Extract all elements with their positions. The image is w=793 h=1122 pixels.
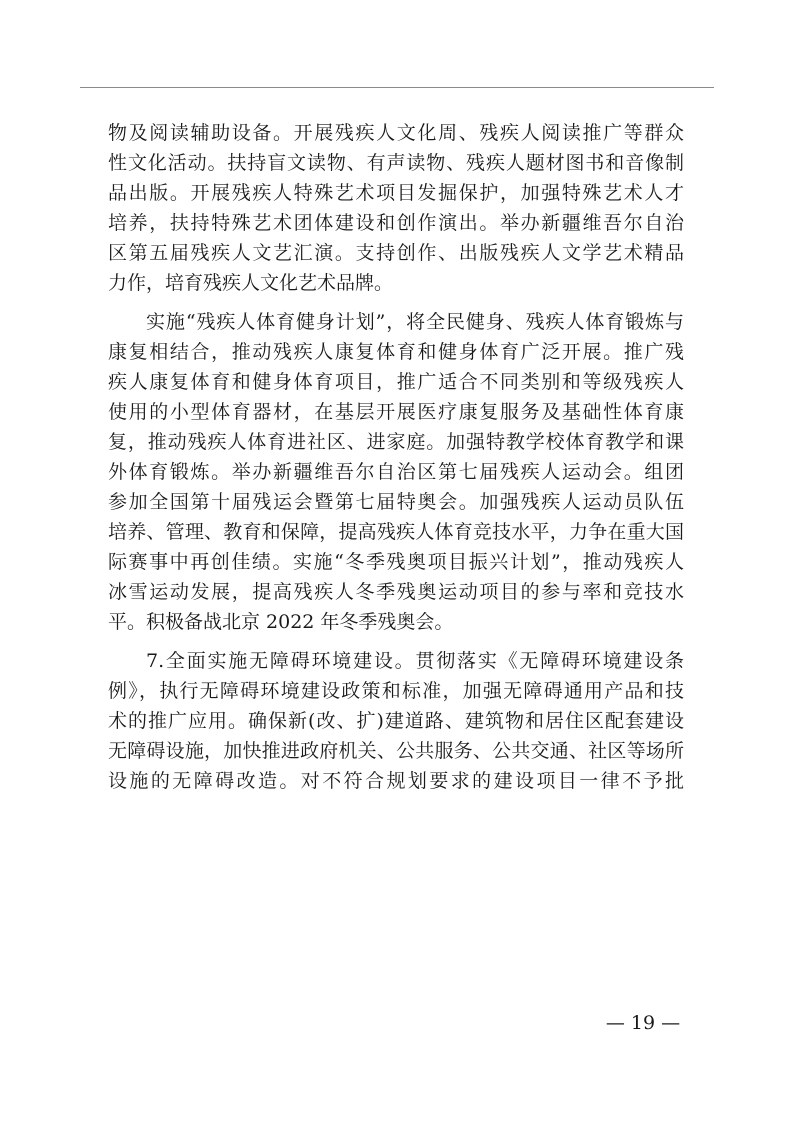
text-line: 品出版。开展残疾人特殊艺术项目发掘保护，加强特殊艺术人才 xyxy=(108,182,684,204)
text-line: 实施“残疾人体育健身计划”，将全民健身、残疾人体育锻炼与 xyxy=(146,311,684,333)
text-line: 参加全国第十届残运会暨第七届特奥会。加强残疾人运动员队伍 xyxy=(108,491,684,513)
page-number: — 19 — xyxy=(605,1012,681,1034)
text-line: 物及阅读辅助设备。开展残疾人文化周、残疾人阅读推广等群众 xyxy=(108,122,684,144)
paragraph-accessibility xyxy=(108,646,684,796)
text-line: 康复相结合，推动残疾人康复体育和健身体育广泛开展。推广残 xyxy=(108,341,684,363)
text-line: 例》，执行无障碍环境建设政策和标准，加强无障碍通用产品和技 xyxy=(108,680,684,702)
text-line: 培养，扶持特殊艺术团体建设和创作演出。举办新疆维吾尔自治 xyxy=(108,212,684,234)
text-line: 力作，培育残疾人文化艺术品牌。 xyxy=(108,272,394,294)
text-line: 无障碍设施，加快推进政府机关、公共服务、公共交通、社区等场所 xyxy=(108,740,684,762)
text-line: 术的推广应用。确保新(改、扩)建道路、建筑物和居住区配套建设 xyxy=(108,710,684,732)
paragraph-culture xyxy=(108,118,684,298)
text-line: 设施的无障碍改造。对不符合规划要求的建设项目一律不予批 xyxy=(108,770,684,792)
paragraph-sports xyxy=(108,307,684,637)
header-rule xyxy=(80,87,714,88)
section-heading-line: 7.全面实施无障碍环境建设。贯彻落实《无障碍环境建设条 xyxy=(146,650,684,672)
text-line: 使用的小型体育器材，在基层开展医疗康复服务及基础性体育康 xyxy=(108,401,684,423)
text-line: 平。积极备战北京 2022 年冬季残奥会。 xyxy=(108,611,454,633)
text-line: 疾人康复体育和健身体育项目，推广适合不同类别和等级残疾人 xyxy=(108,371,684,393)
text-line: 际赛事中再创佳绩。实施“冬季残奥项目振兴计划”，推动残疾人 xyxy=(108,551,684,573)
text-line: 性文化活动。扶持盲文读物、有声读物、残疾人题材图书和音像制 xyxy=(108,152,684,174)
text-line: 区第五届残疾人文艺汇演。支持创作、出版残疾人文学艺术精品 xyxy=(108,242,684,264)
document-body xyxy=(108,118,684,796)
text-line: 复，推动残疾人体育进社区、进家庭。加强特教学校体育教学和课 xyxy=(108,431,684,453)
text-line: 外体育锻炼。举办新疆维吾尔自治区第七届残疾人运动会。组团 xyxy=(108,461,684,483)
text-line: 冰雪运动发展，提高残疾人冬季残奥运动项目的参与率和竞技水 xyxy=(108,581,684,603)
text-line: 培养、管理、教育和保障，提高残疾人体育竞技水平，力争在重大国 xyxy=(108,521,684,543)
